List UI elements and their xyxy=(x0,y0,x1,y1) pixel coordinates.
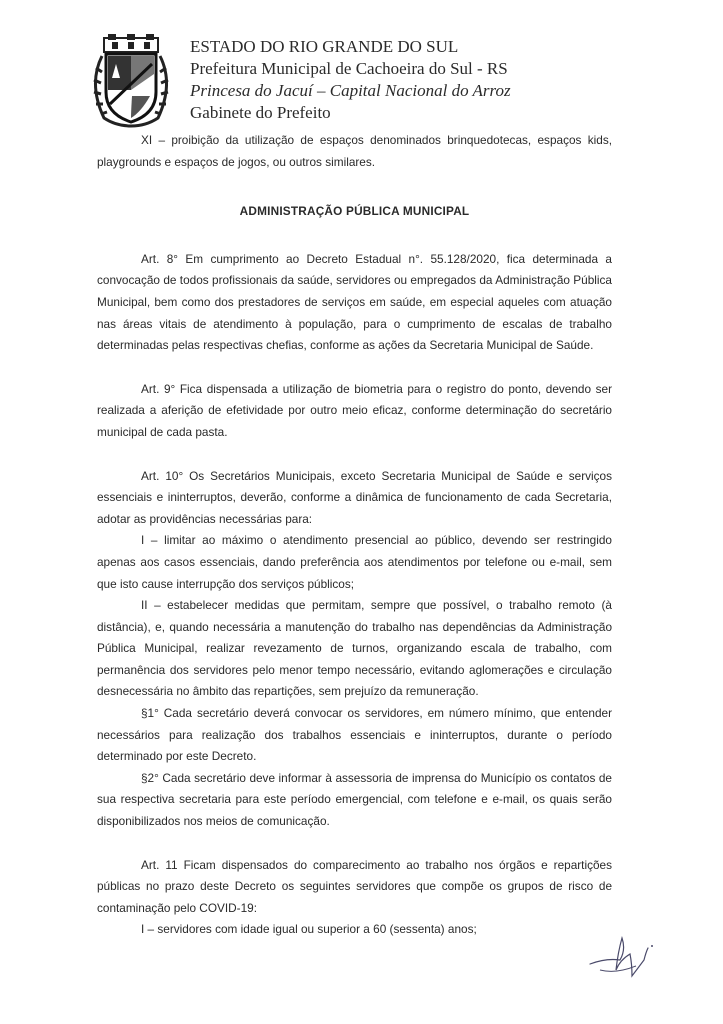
letterhead-text xyxy=(190,36,511,124)
article-10-paragraph-2: §2° Cada secretário deve informar à assessoria de imprensa do Município os contatos de sua respectiva secretaria para este período emergencial, com telefone e e-mail, os quais serão disponibilizados nos meios de comunicação. xyxy=(97,770,612,829)
municipal-coat-of-arms-icon xyxy=(86,34,176,128)
handwritten-signature xyxy=(586,930,666,984)
decree-body xyxy=(97,130,612,941)
state-name: ESTADO DO RIO GRANDE DO SUL xyxy=(190,37,459,56)
section-heading: ADMINISTRAÇÃO PÚBLICA MUNICIPAL xyxy=(239,204,470,219)
article-10-paragraph-1: §1° Cada secretário deverá convocar os servidores, em número mínimo, que entender necessários para realização dos trabalhos essenciais e ininterruptos, durante o período determinado por este Decreto. xyxy=(97,706,612,764)
article-8: Art. 8° Em cumprimento ao Decreto Estadual n°. 55.128/2020, fica determinada a convocação de todos profissionais da saúde, servidores ou empregados da Administração Pública Municipal, bem como dos prestadores de serviços em saúde, em especial aqueles com atuação nas áreas vitais de atendimento à população, para o cumprimento de escalas de trabalho determinadas pelas respectivas chefias, conforme as ações da Secretaria Municipal de Saúde. xyxy=(97,251,612,353)
article-10-item-i: I – limitar ao máximo o atendimento presencial ao público, devendo ser restringido apenas aos casos essenciais, dando preferência aos atendimentos por telefone ou e-mail, sem que isto cause interrupção dos serviços públicos; xyxy=(97,533,612,591)
article-9: Art. 9° Fica dispensada a utilização de biometria para o registro do ponto, devendo ser realizada a aferição de efetividade por outro meio eficaz, conforme determinação do secretário municipal de cada pasta. xyxy=(97,381,612,439)
article-10: Art. 10° Os Secretários Municipais, exceto Secretaria Municipal de Saúde e serviços essenciais e ininterruptos, deverão, conforme a dinâmica de funcionamento de cada Secretaria, adotar as providências necessárias para: xyxy=(97,468,612,526)
office-name: Gabinete do Prefeito xyxy=(190,103,331,122)
article-11: Art. 11 Ficam dispensados do comparecimento ao trabalho nos órgãos e repartições públicas no prazo deste Decreto os seguintes servidores que compõe os grupos de risco de contaminação pelo COVID-19: xyxy=(97,857,612,915)
article-10-item-ii: II – estabelecer medidas que permitam, sempre que possível, o trabalho remoto (à distância), e, quando necessária a manutenção do trabalho nas dependências da Administração Pública Municipal, realizar revezamento de turnos, organizando escala de trabalho, com permanência dos servidores pelo menor tempo necessário, evitando aglomerações e circulação desnecessária no âmbito das repartições, sem prejuízo da remuneração. xyxy=(97,598,612,699)
letterhead xyxy=(86,28,606,128)
article-11-item-i: I – servidores com idade igual ou superior a 60 (sessenta) anos; xyxy=(141,922,477,937)
city-motto: Princesa do Jacuí – Capital Nacional do Arroz xyxy=(190,81,511,100)
prefecture-name: Prefeitura Municipal de Cachoeira do Sul - RS xyxy=(190,59,508,78)
item-xi: XI – proibição da utilização de espaços denominados brinquedotecas, espaços kids, playgrounds e espaços de jogos, ou outros similares. xyxy=(97,133,612,169)
